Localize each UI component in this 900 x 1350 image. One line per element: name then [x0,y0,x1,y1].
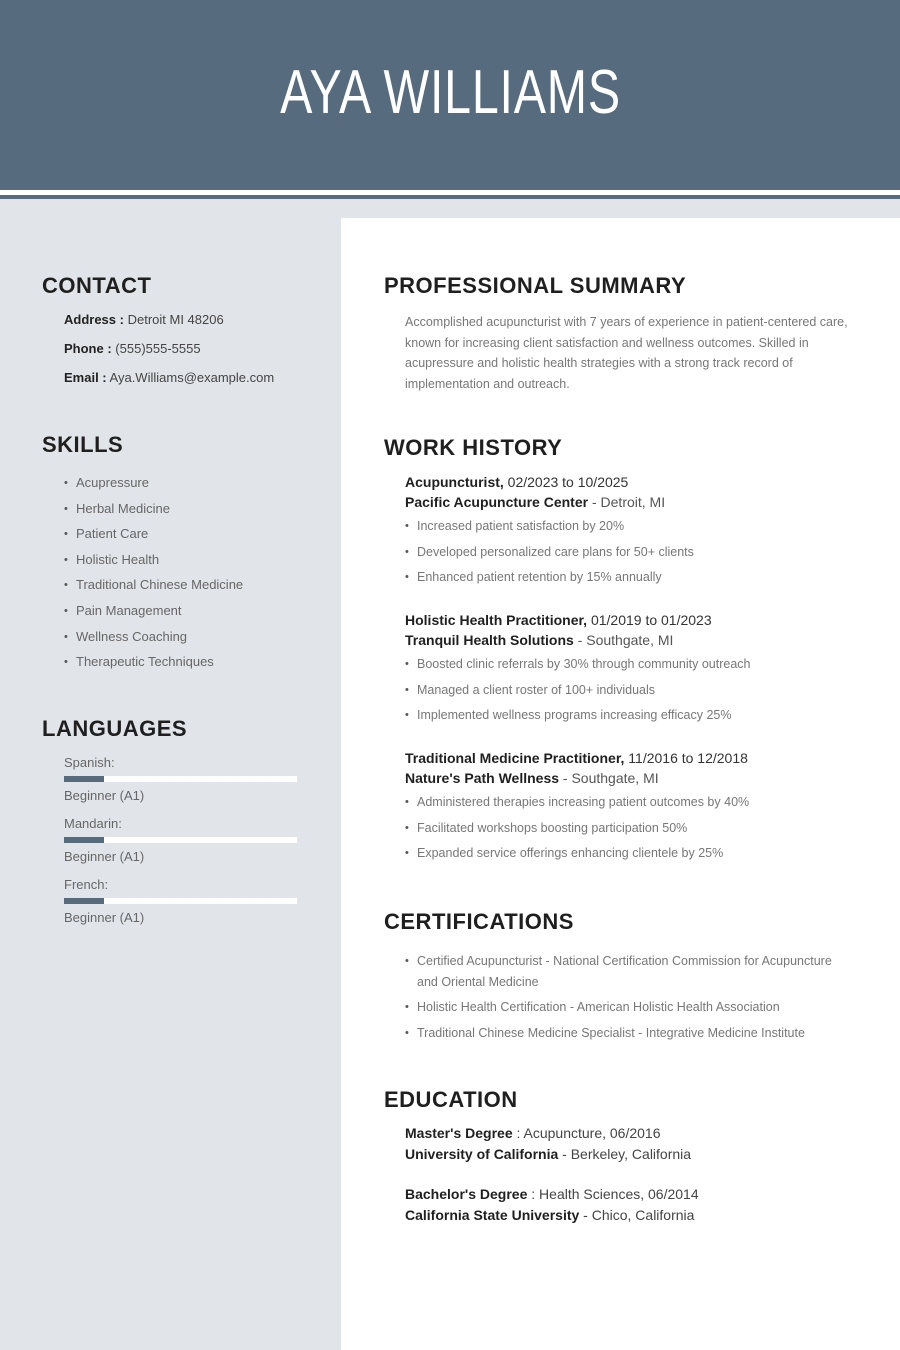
skill-item: • Patient Care [64,526,243,552]
job-company: Pacific Acupuncture Center [405,494,589,510]
job-title: Traditional Medicine Practitioner, [405,750,625,766]
language-proficiency-fill [64,776,104,782]
candidate-name: AYA WILLIAMS [279,57,621,127]
education-heading: EDUCATION [384,1087,518,1112]
job-title: Acupuncturist, [405,474,504,490]
resume-header [0,0,900,190]
work-history-heading: WORK HISTORY [384,435,563,460]
skill-item: • Therapeutic Techniques [64,654,243,680]
job-entry [405,610,865,733]
skill-item: • Holistic Health [64,552,243,578]
job-bullets [405,518,865,595]
job-location: - Southgate, MI [577,632,674,648]
job-bullet: • Facilitated workshops boosting participation 50% [405,820,865,846]
job-location: - Southgate, MI [562,770,659,786]
job-dates: 02/2023 to 10/2025 [507,474,629,490]
language-item [64,755,297,803]
job-bullet: • Increased patient satisfaction by 20% [405,518,865,544]
job-company: Nature's Path Wellness [405,770,560,786]
language-proficiency-bar [64,776,297,782]
degree: Bachelor's Degree [405,1186,528,1202]
phone-value: (555)555-5555 [115,341,201,356]
language-proficiency-bar [64,898,297,904]
contact-address [64,312,224,327]
summary-text: Accomplished acupuncturist with 7 years of experience in patient-centered care, known for increasing client satisfaction and wellness outcomes. Skilled in acupressure and holistic health strategies with a strong track record of implementation and outreach. [405,315,848,391]
skills-list [64,475,243,680]
language-level: Beginner (A1) [64,849,145,864]
job-company: Tranquil Health Solutions [405,632,574,648]
summary-heading: PROFESSIONAL SUMMARY [384,273,687,298]
address-value: Detroit MI 48206 [127,312,224,327]
language-proficiency-fill [64,837,104,843]
skill-item: • Wellness Coaching [64,629,243,655]
job-bullet: • Managed a client roster of 100+ individuals [405,682,865,708]
email-value: Aya.Williams@example.com [109,370,275,385]
job-bullet: • Boosted clinic referrals by 30% through community outreach [405,656,865,682]
school: University of California [405,1145,559,1162]
language-name: Mandarin: [64,816,122,831]
job-entry [405,472,865,595]
certifications-heading: CERTIFICATIONS [384,909,574,934]
language-proficiency-bar [64,837,297,843]
language-proficiency-fill [64,898,104,904]
header-divider-band [341,199,900,218]
contact-email [64,370,274,385]
education-entry [405,1123,865,1164]
school-location: - Chico, California [583,1206,695,1223]
job-dates: 11/2016 to 12/2018 [628,750,748,766]
skill-item: • Acupressure [64,475,243,501]
certifications-list [405,951,855,1048]
phone-label: Phone : [64,341,112,356]
skill-item: • Traditional Chinese Medicine [64,577,243,603]
degree-field: : Health Sciences, 06/2014 [531,1186,699,1202]
language-level: Beginner (A1) [64,910,145,925]
job-title: Holistic Health Practitioner, [405,612,588,628]
skill-item: • Pain Management [64,603,243,629]
job-bullets [405,656,865,733]
language-level: Beginner (A1) [64,788,145,803]
certification-item: • Holistic Health Certification - American Holistic Health Association [405,997,855,1018]
job-bullet: • Implemented wellness programs increasing efficacy 25% [405,707,865,733]
contact-heading: CONTACT [42,273,152,298]
job-bullet: • Developed personalized care plans for 50+ clients [405,544,865,570]
skill-item: • Herbal Medicine [64,501,243,527]
language-item [64,877,297,925]
email-label: Email : [64,370,107,385]
job-location: - Detroit, MI [591,494,666,510]
skills-heading: SKILLS [42,432,124,457]
address-label: Address : [64,312,124,327]
education-entry [405,1184,865,1225]
school: California State University [405,1206,580,1223]
degree-field: : Acupuncture, 06/2016 [516,1125,661,1141]
job-bullet: • Administered therapies increasing patient outcomes by 40% [405,794,865,820]
certification-item: • Traditional Chinese Medicine Specialist - Integrative Medicine Institute [405,1023,855,1044]
job-bullets [405,794,865,871]
certification-item: • Certified Acupuncturist - National Certification Commission for Acupuncture and Oriental Medicine [405,951,855,992]
job-bullet: • Expanded service offerings enhancing clientele by 25% [405,845,865,871]
job-dates: 01/2019 to 01/2023 [590,612,712,628]
language-name: French: [64,877,109,892]
language-name: Spanish: [64,755,115,770]
job-bullet: • Enhanced patient retention by 15% annually [405,569,865,595]
languages-heading: LANGUAGES [42,716,188,741]
job-entry [405,748,865,871]
contact-phone [64,341,201,356]
language-item [64,816,297,864]
degree: Master's Degree [405,1125,513,1141]
school-location: - Berkeley, California [562,1145,692,1162]
